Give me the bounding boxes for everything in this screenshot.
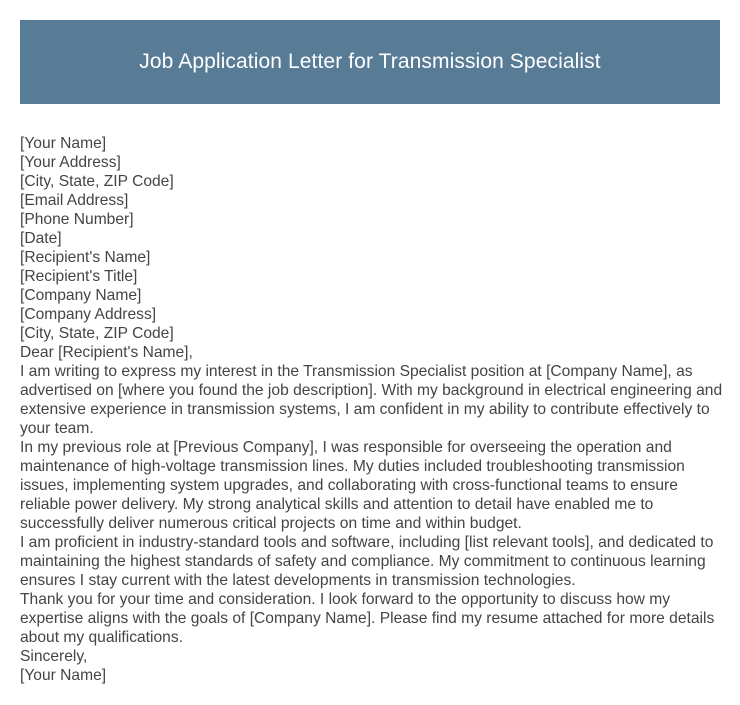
title-banner	[20, 20, 720, 104]
sender-name: [Your Name]	[20, 135, 107, 152]
sender-email: [Email Address]	[20, 192, 129, 209]
sender-address: [Your Address]	[20, 154, 121, 171]
closing: Sincerely,	[20, 648, 88, 665]
recipient-block	[20, 248, 726, 343]
salutation: Dear [Recipient's Name],	[20, 344, 193, 361]
recipient-address: [Company Address]	[20, 306, 157, 323]
signature: [Your Name]	[20, 667, 107, 684]
recipient-name: [Recipient's Name]	[20, 249, 151, 266]
sender-block	[20, 134, 726, 229]
page-title: Job Application Letter for Transmission Specialist	[139, 50, 601, 73]
paragraph-introduction: I am writing to express my interest in the Transmission Specialist position at [Company Name], as advertised on [where you found the job description]. With my background in electrical engineering and extensive experience in transmission systems, I am confident in my ability to contribute effectively to your team.	[20, 363, 723, 437]
recipient-company: [Company Name]	[20, 287, 142, 304]
paragraph-closing: Thank you for your time and consideration. I look forward to the opportunity to discuss how my expertise aligns with the goals of [Company Name]. Please find my resume attached for more details about my qualifications.	[20, 591, 715, 646]
recipient-city-state-zip: [City, State, ZIP Code]	[20, 325, 174, 342]
paragraph-skills: I am proficient in industry-standard tools and software, including [list relevant tools], and dedicated to maintaining the highest standards of safety and compliance. My commitment to continuous learning ensures I stay current with the latest developments in transmission technologies.	[20, 534, 714, 589]
paragraph-experience: In my previous role at [Previous Company], I was responsible for overseeing the operation and maintenance of high-voltage transmission lines. My duties included troubleshooting transmission issues, implementing system upgrades, and collaborating with cross-functional teams to ensure reliable power delivery. My strong analytical skills and attention to detail have enabled me to successfully deliver numerous critical projects on time and within budget.	[20, 439, 685, 532]
sender-city-state-zip: [City, State, ZIP Code]	[20, 173, 174, 190]
letter-date: [Date]	[20, 230, 62, 247]
recipient-title: [Recipient's Title]	[20, 268, 138, 285]
sender-phone: [Phone Number]	[20, 211, 134, 228]
letter-body	[20, 134, 726, 685]
